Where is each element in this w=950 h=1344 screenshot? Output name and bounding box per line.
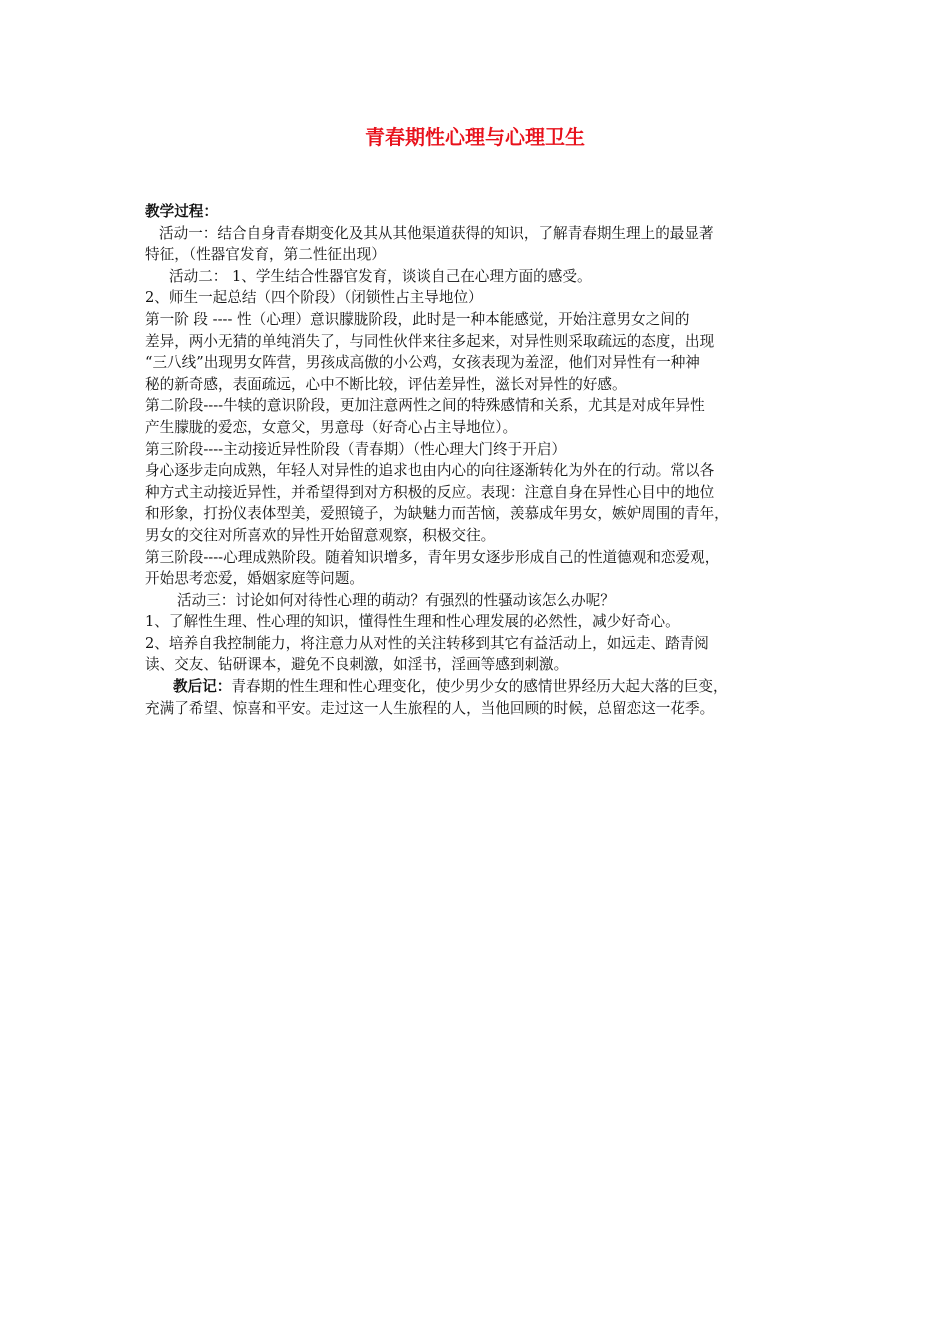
paragraph-line: 第二阶段----牛犊的意识阶段，更加注意两性之间的特殊感情和关系，尤其是对成年异性 [145,397,705,415]
paragraph-line: “三八线”出现男女阵营，男孩成高傲的小公鸡，女孩表现为羞涩，他们对异性有一种神 [145,354,700,372]
paragraph-line: 第三阶段----心理成熟阶段。随着知识增多，青年男女逐步形成自己的性道德观和恋爱观， [145,548,720,566]
paragraph-line: 和形象，打扮仪表体型美，爱照镜子，为缺魅力而苦恼，羡慕成年男女，嫉妒周围的青年， [145,505,729,523]
section-heading: 教学过程： [145,203,218,220]
paragraph-line: 2、师生一起总结（四个阶段）（闭锁性占主导地位） [145,289,483,307]
document-body [145,201,815,719]
document-title: 青春期性心理与心理卫生 [365,125,585,149]
paragraph-line: 2、培养自我控制能力，将注意力从对性的关注转移到其它有益活动上，如远走、踏青阅 [145,634,709,652]
paragraph-line: 第一阶 段 ---- 性（心理）意识朦胧阶段，此时是一种本能感觉，开始注意男女之间的 [145,310,690,328]
afterword-text: 青春期的性生理和性心理变化，使少男少女的感情世界经历大起大落的巨变， [231,678,728,696]
paragraph-line: 男女的交往对所喜欢的异性开始留意观察，积极交往。 [145,526,496,544]
paragraph-line: 活动一：结合自身青春期变化及其从其他渠道获得的知识，了解青春期生理上的最显著 [159,224,714,242]
paragraph-line: 种方式主动接近异性，并希望得到对方积极的反应。表现：注意自身在异性心目中的地位 [145,483,715,501]
paragraph-line: 活动三：讨论如何对待性心理的萌动？有强烈的性骚动该怎么办呢？ [177,591,615,609]
paragraph-line: 第三阶段----主动接近异性阶段（青春期）（性心理大门终于开启） [145,440,567,458]
paragraph-line: 特征，（性器官发育，第二性征出现） [145,246,386,264]
afterword-label: 教后记： [173,678,232,696]
afterword-line [145,676,815,698]
paragraph-line: 差异，两小无猜的单纯消失了，与同性伙伴来往多起来，对异性则采取疏远的态度，出现 [145,332,715,350]
paragraph-line: 读、交友、钻研课本，避免不良刺激，如淫书，淫画等感到刺激。 [145,656,569,674]
paragraph-line: 活动二： 1、学生结合性器官发育，谈谈自己在心理方面的感受。 [169,267,592,285]
paragraph-line: 开始思考恋爱，婚姻家庭等问题。 [145,570,364,588]
paragraph-line: 秘的新奇感，表面疏远，心中不断比较，评估差异性，滋长对异性的好感。 [145,375,627,393]
paragraph-line: 产生朦胧的爱恋，女意父，男意母（好奇心占主导地位）。 [145,418,518,436]
afterword-line: 充满了希望、惊喜和平安。走过这一人生旅程的人，当他回顾的时候，总留恋这一花季。 [145,699,715,717]
paragraph-line: 身心逐步走向成熟，年轻人对异性的追求也由内心的向往逐渐转化为外在的行动。常以各 [145,462,715,480]
paragraph-line: 1、了解性生理、性心理的知识，懂得性生理和性心理发展的必然性，减少好奇心。 [145,613,680,631]
